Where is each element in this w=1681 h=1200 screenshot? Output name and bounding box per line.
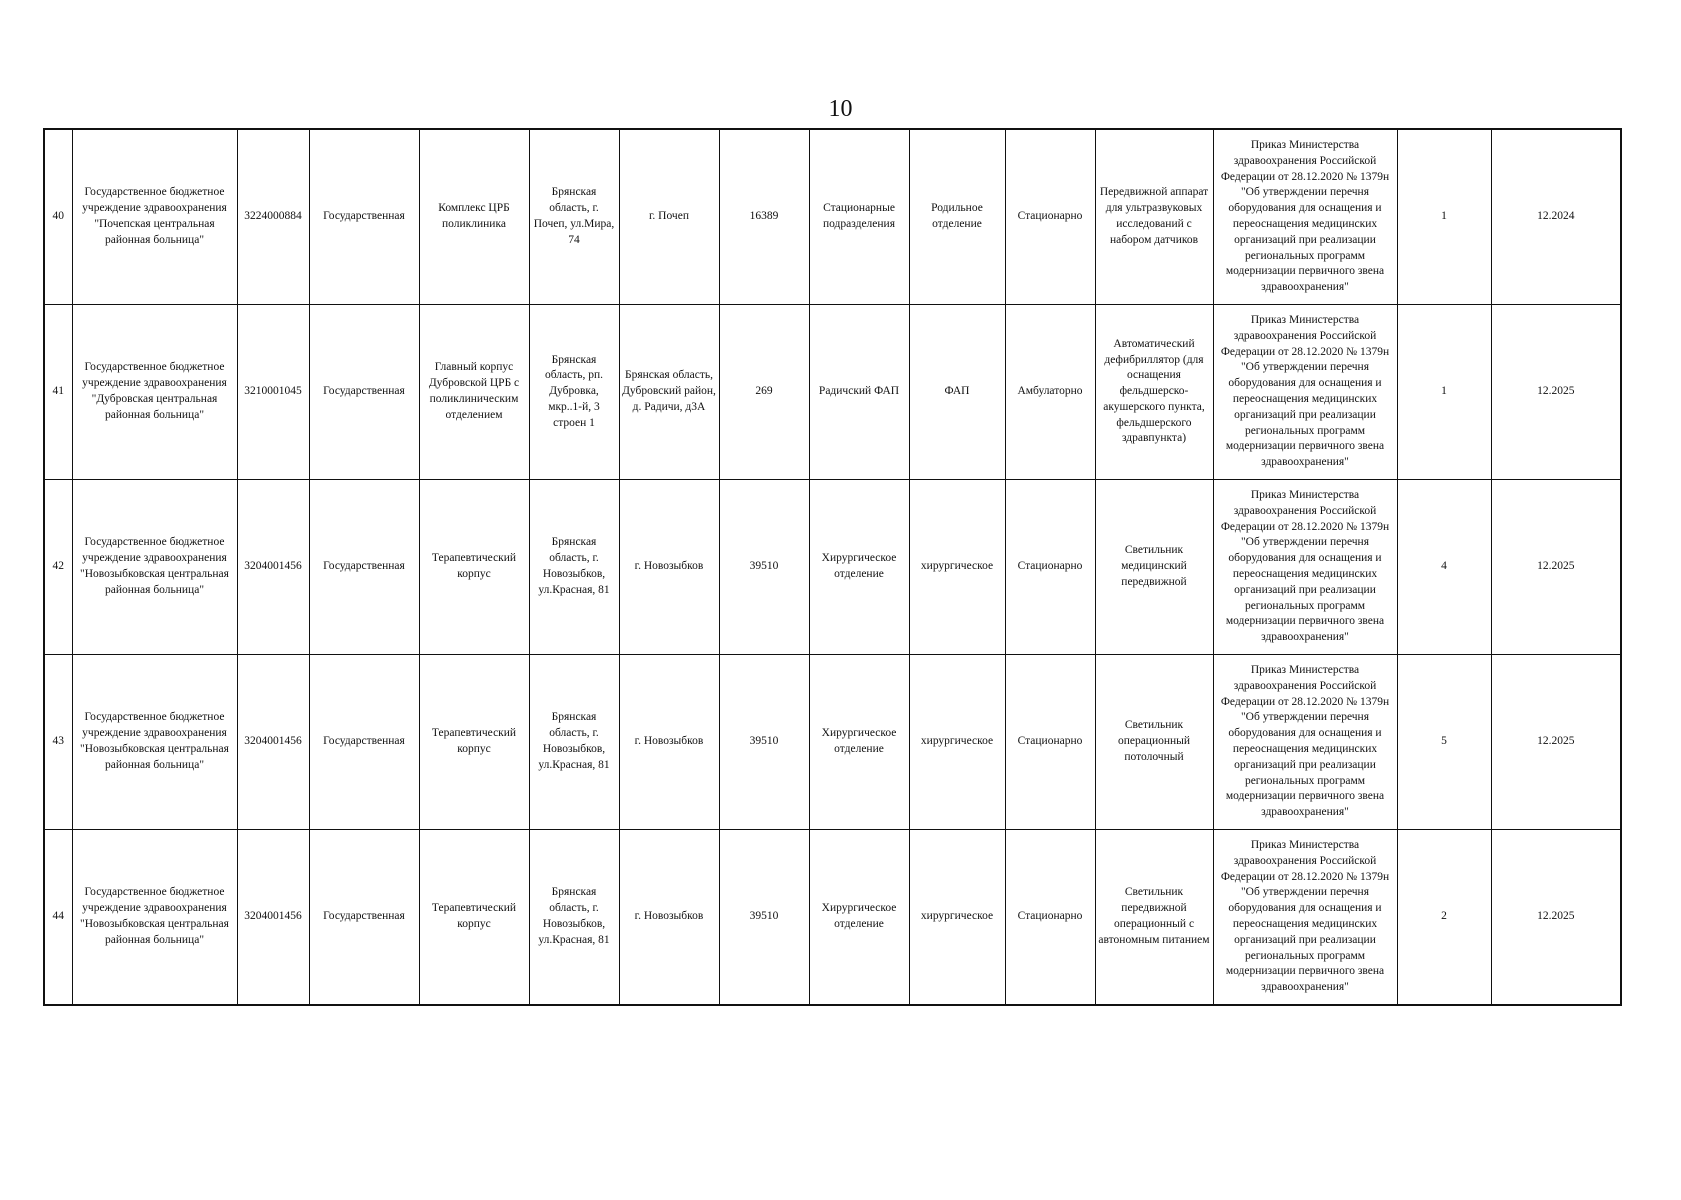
address-cell: Брянская область, г. Новозыбков, ул.Красная, 81	[529, 655, 619, 830]
department-cell: хирургическое	[909, 480, 1005, 655]
care-form-cell: Стационарно	[1005, 655, 1095, 830]
subdivision-cell: Хирургическое отделение	[809, 480, 909, 655]
locality-cell: г. Новозыбков	[619, 830, 719, 1006]
department-cell: хирургическое	[909, 830, 1005, 1006]
ownership-cell: Государственная	[309, 830, 419, 1006]
institution-cell: Государственное бюджетное учреждение здравоохранения "Новозыбковская центральная районная больница"	[72, 655, 237, 830]
ownership-cell: Государственная	[309, 655, 419, 830]
care-form-cell: Стационарно	[1005, 830, 1095, 1006]
subdivision-cell: Хирургическое отделение	[809, 830, 909, 1006]
table-row	[44, 305, 1621, 480]
row-number-cell: 41	[44, 305, 72, 480]
code-cell: 269	[719, 305, 809, 480]
code-cell: 39510	[719, 830, 809, 1006]
ownership-cell: Государственная	[309, 129, 419, 305]
building-cell: Комплекс ЦРБ поликлиника	[419, 129, 529, 305]
equipment-table	[43, 128, 1622, 1006]
department-cell: Родильное отделение	[909, 129, 1005, 305]
ownership-cell: Государственная	[309, 480, 419, 655]
table-row	[44, 830, 1621, 1006]
building-cell: Терапевтический корпус	[419, 830, 529, 1006]
address-cell: Брянская область, г. Почеп, ул.Мира, 74	[529, 129, 619, 305]
inn-cell: 3224000884	[237, 129, 309, 305]
date-cell: 12.2025	[1491, 480, 1621, 655]
address-cell: Брянская область, г. Новозыбков, ул.Красная, 81	[529, 830, 619, 1006]
locality-cell: г. Почеп	[619, 129, 719, 305]
date-cell: 12.2025	[1491, 655, 1621, 830]
equipment-cell: Светильник операционный потолочный	[1095, 655, 1213, 830]
address-cell: Брянская область, г. Новозыбков, ул.Красная, 81	[529, 480, 619, 655]
equipment-cell: Передвижной аппарат для ультразвуковых исследований с набором датчиков	[1095, 129, 1213, 305]
department-cell: ФАП	[909, 305, 1005, 480]
ownership-cell: Государственная	[309, 305, 419, 480]
row-number-cell: 43	[44, 655, 72, 830]
institution-cell: Государственное бюджетное учреждение здравоохранения "Новозыбковская центральная районная больница"	[72, 830, 237, 1006]
building-cell: Терапевтический корпус	[419, 480, 529, 655]
row-number-cell: 44	[44, 830, 72, 1006]
building-cell: Главный корпус Дубровской ЦРБ с поликлиническим отделением	[419, 305, 529, 480]
quantity-cell: 1	[1397, 305, 1491, 480]
care-form-cell: Стационарно	[1005, 129, 1095, 305]
table-body	[44, 129, 1621, 1005]
inn-cell: 3204001456	[237, 655, 309, 830]
page-number: 10	[828, 96, 853, 122]
order-cell: Приказ Министерства здравоохранения Российской Федерации от 28.12.2020 № 1379н "Об утверждении перечня оборудования для оснащения и переоснащения медицинских организаций при реализации региональных программ модернизации первичного звена здравоохранения"	[1213, 655, 1397, 830]
locality-cell: г. Новозыбков	[619, 480, 719, 655]
quantity-cell: 1	[1397, 129, 1491, 305]
order-cell: Приказ Министерства здравоохранения Российской Федерации от 28.12.2020 № 1379н "Об утверждении перечня оборудования для оснащения и переоснащения медицинских организаций при реализации региональных программ модернизации первичного звена здравоохранения"	[1213, 305, 1397, 480]
institution-cell: Государственное бюджетное учреждение здравоохранения "Почепская центральная районная больница"	[72, 129, 237, 305]
equipment-cell: Светильник передвижной операционный с автономным питанием	[1095, 830, 1213, 1006]
quantity-cell: 2	[1397, 830, 1491, 1006]
inn-cell: 3210001045	[237, 305, 309, 480]
row-number-cell: 42	[44, 480, 72, 655]
order-cell: Приказ Министерства здравоохранения Российской Федерации от 28.12.2020 № 1379н "Об утверждении перечня оборудования для оснащения и переоснащения медицинских организаций при реализации региональных программ модернизации первичного звена здравоохранения"	[1213, 480, 1397, 655]
date-cell: 12.2025	[1491, 305, 1621, 480]
equipment-table-wrap	[43, 128, 1622, 1006]
institution-cell: Государственное бюджетное учреждение здравоохранения "Новозыбковская центральная районная больница"	[72, 480, 237, 655]
date-cell: 12.2025	[1491, 830, 1621, 1006]
locality-cell: г. Новозыбков	[619, 655, 719, 830]
subdivision-cell: Стационарные подразделения	[809, 129, 909, 305]
subdivision-cell: Хирургическое отделение	[809, 655, 909, 830]
table-row	[44, 655, 1621, 830]
row-number-cell: 40	[44, 129, 72, 305]
equipment-cell: Светильник медицинский передвижной	[1095, 480, 1213, 655]
table-row	[44, 129, 1621, 305]
institution-cell: Государственное бюджетное учреждение здравоохранения "Дубровская центральная районная больница"	[72, 305, 237, 480]
building-cell: Терапевтический корпус	[419, 655, 529, 830]
code-cell: 39510	[719, 655, 809, 830]
quantity-cell: 5	[1397, 655, 1491, 830]
subdivision-cell: Радичский ФАП	[809, 305, 909, 480]
code-cell: 16389	[719, 129, 809, 305]
equipment-cell: Автоматический дефибриллятор (для оснащения фельдшерско-акушерского пункта, фельдшерского здравпункта)	[1095, 305, 1213, 480]
quantity-cell: 4	[1397, 480, 1491, 655]
care-form-cell: Амбулаторно	[1005, 305, 1095, 480]
care-form-cell: Стационарно	[1005, 480, 1095, 655]
code-cell: 39510	[719, 480, 809, 655]
department-cell: хирургическое	[909, 655, 1005, 830]
address-cell: Брянская область, рп. Дубровка, мкр..1-й, 3 строен 1	[529, 305, 619, 480]
order-cell: Приказ Министерства здравоохранения Российской Федерации от 28.12.2020 № 1379н "Об утверждении перечня оборудования для оснащения и переоснащения медицинских организаций при реализации региональных программ модернизации первичного звена здравоохранения"	[1213, 129, 1397, 305]
table-row	[44, 480, 1621, 655]
order-cell: Приказ Министерства здравоохранения Российской Федерации от 28.12.2020 № 1379н "Об утверждении перечня оборудования для оснащения и переоснащения медицинских организаций при реализации региональных программ модернизации первичного звена здравоохранения"	[1213, 830, 1397, 1006]
locality-cell: Брянская область, Дубровский район, д. Радичи, д3А	[619, 305, 719, 480]
date-cell: 12.2024	[1491, 129, 1621, 305]
inn-cell: 3204001456	[237, 830, 309, 1006]
inn-cell: 3204001456	[237, 480, 309, 655]
